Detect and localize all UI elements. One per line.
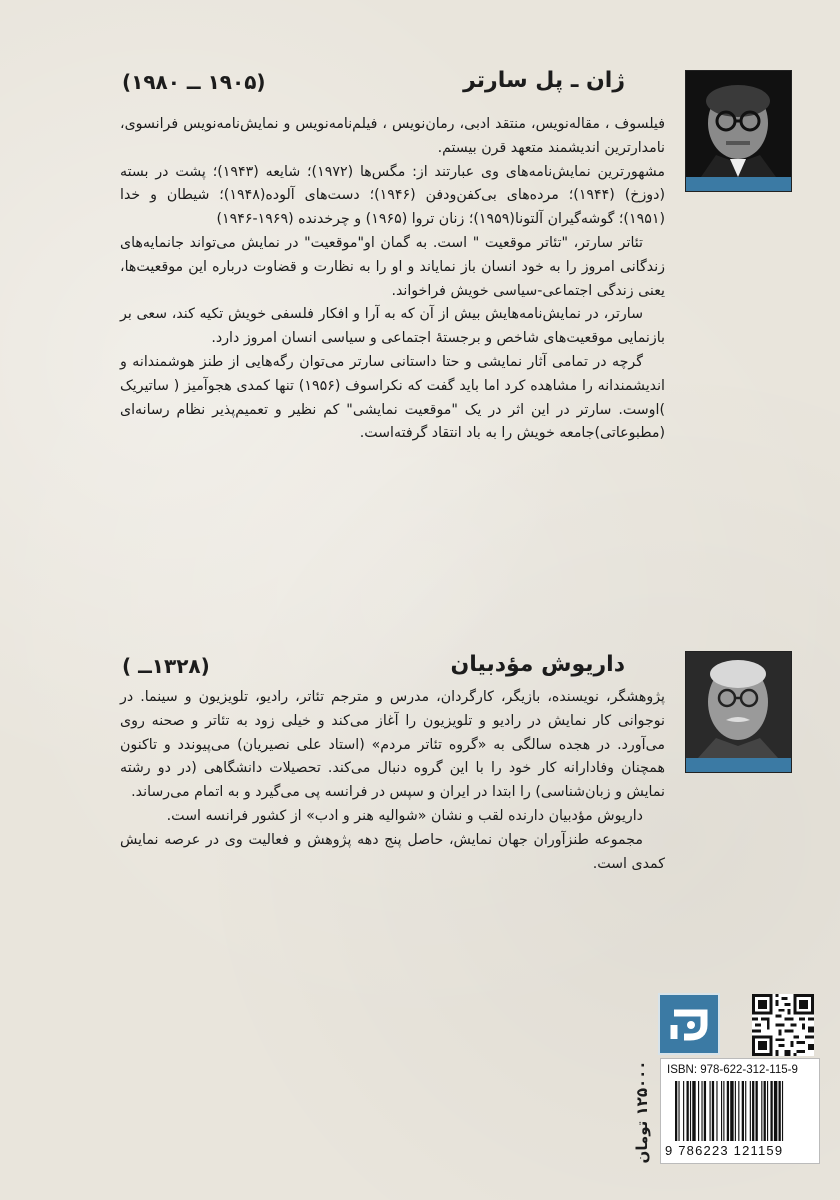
author-name: داریوش مؤدبیان	[450, 652, 625, 677]
portrait-photo-icon	[686, 71, 791, 177]
barcode-bar	[742, 1081, 744, 1141]
barcode-bar	[782, 1081, 783, 1141]
bio-paragraph: داریوش مؤدبیان دارنده لقب و نشان «شوالیه هنر و ادب» از کشور فرانسه است.	[166, 807, 643, 824]
barcode-bar	[774, 1081, 777, 1141]
portrait-accent-band	[686, 177, 791, 191]
barcode-bar	[752, 1081, 754, 1141]
barcode-block	[660, 1058, 820, 1164]
price-text: ۱۲۵۰۰۰ تومان	[633, 1060, 651, 1164]
barcode-bar	[721, 1081, 722, 1141]
barcode-bar	[767, 1081, 768, 1141]
author-years: (۱۹۰۵ ــ ۱۹۸۰)	[122, 70, 266, 94]
barcode-bar	[712, 1081, 714, 1141]
bio-paragraph: تئاتر سارتر، "تئاتر موقعیت " است. به گمان او"موقعیت" در نمایش می‌تواند جانمایه‌های زندگانی امروز را به خود انسان باز نمایاند و او را به نظارت و قضاوت درباره این موقعیت‌ها، یعنی زندگی اجتماعی-سیاسی خویش فراخواند.	[120, 234, 665, 299]
barcode-bar	[779, 1081, 781, 1141]
barcode-bar	[675, 1081, 677, 1141]
barcode-bar	[764, 1081, 766, 1141]
barcode-bar	[738, 1081, 739, 1141]
author-years: (۱۳۲۸ــ )	[122, 654, 210, 678]
barcode-bar	[692, 1081, 695, 1141]
barcode-bar	[716, 1081, 717, 1141]
portrait-accent-band	[686, 758, 791, 772]
author-portrait	[685, 70, 792, 192]
bio-paragraph: سارتر، در نمایش‌نامه‌هایش بیش از آن که به آرا و افکار فلسفی خویش تکیه کند، سعی بر بازنمایی موقعیت‌های شاخص و برجستهٔ اجتماعی و سیاسی انسان امروز دارد.	[120, 306, 665, 347]
author-bio	[120, 113, 665, 446]
barcode-bar	[710, 1081, 711, 1141]
author-bio	[120, 686, 665, 876]
author-name: ژان ـ پل سارتر	[463, 68, 625, 93]
publisher-logo-icon	[658, 993, 720, 1055]
barcode-bar	[727, 1081, 729, 1141]
bio-paragraph: مشهورترین نمایش‌نامه‌های وی عبارتند از: مگس‌ها (۱۹۷۲)؛ شایعه (۱۹۴۳)؛ پشت در بسته (دوزخ) (۱۹۴۴)؛ مرده‌های بی‌کفن‌ودفن (۱۹۴۶)؛ دست‌های آلوده(۱۹۴۸)؛ شیطان و خدا (۱۹۵۱)؛ گوشه‌گیران آلتونا(۱۹۵۹)؛ زنان تروا (۱۹۶۵) و چرخدنده (۱۹۶۹-۱۹۴۶)	[120, 163, 665, 228]
bio-paragraph: فیلسوف ، مقاله‌نویس، منتقد ادبی، رمان‌نویس ، فیلم‌نامه‌نویس و نمایش‌نامه‌نویس فرانسوی، نامدارترین اندیشمند متعهد قرن بیستم.	[120, 116, 665, 156]
barcode-bar	[701, 1081, 702, 1141]
barcode-digits: 9 786223 121159	[665, 1143, 784, 1158]
barcode-bar	[698, 1081, 699, 1141]
barcode-bar	[690, 1081, 691, 1141]
isbn-text: ISBN: 978-622-312-115-9	[667, 1064, 798, 1076]
bio-paragraph: پژوهشگر، نویسنده، بازیگر، کارگردان، مدرس و مترجم تئاتر، رادیو، تلویزیون و سینما. در نوجوانی کار نمایش در رادیو و تلویزیون را آغاز می‌کند و خیلی زود به تئاتر و صحنه روی می‌آورد. در هجده سالگی به «گروه تئاتر مردم» (استاد علی نصیریان) می‌پیوندد و تاکنون همچنان وفادارانه کار خود را با این گروه دنبال می‌کند. تحصیلات دانشگاهی (در دو رشته نمایش و زبان‌شناسی) را ابتدا در ایران و سپس در فرانسه پی می‌گیرد و به اتمام می‌رساند.	[120, 689, 665, 801]
portrait-photo-icon	[686, 652, 791, 758]
qr-code-icon	[752, 994, 814, 1056]
barcode-bar	[735, 1081, 736, 1141]
barcode-bar	[687, 1081, 689, 1141]
barcode-bar	[678, 1081, 679, 1141]
barcode-bar	[723, 1081, 724, 1141]
barcode-bar	[745, 1081, 746, 1141]
price-label	[624, 1060, 660, 1164]
barcode-bar	[770, 1081, 772, 1141]
barcode-bar	[756, 1081, 758, 1141]
bio-paragraph: گرچه در تمامی آثار نمایشی و حتا داستانی سارتر می‌توان رگه‌هایی از طنز هوشمندانه و اندیشمندانه را مشاهده کرد اما باید گفت که نکراسوف (۱۹۵۶) تنها کمدی هجوآمیز ( ساتیریک )اوست. سارتر در این اثر در یک "موقعیت نمایشی" کم نظیر و تعمیم‌پذیر نظام رسانه‌ای (مطبوعاتی)جامعه خویش را به باد انتقاد گرفته‌است.	[120, 353, 665, 442]
author-portrait	[685, 651, 792, 773]
barcode-bar	[683, 1081, 684, 1141]
barcode-bar	[704, 1081, 706, 1141]
bio-paragraph: مجموعه طنزآوران جهان نمایش، حاصل پنج دهه پژوهش و فعالیت وی در عرصه نمایش کمدی است.	[120, 831, 665, 872]
barcode-bar	[730, 1081, 733, 1141]
barcode-bar	[761, 1081, 762, 1141]
barcode-bar	[750, 1081, 751, 1141]
